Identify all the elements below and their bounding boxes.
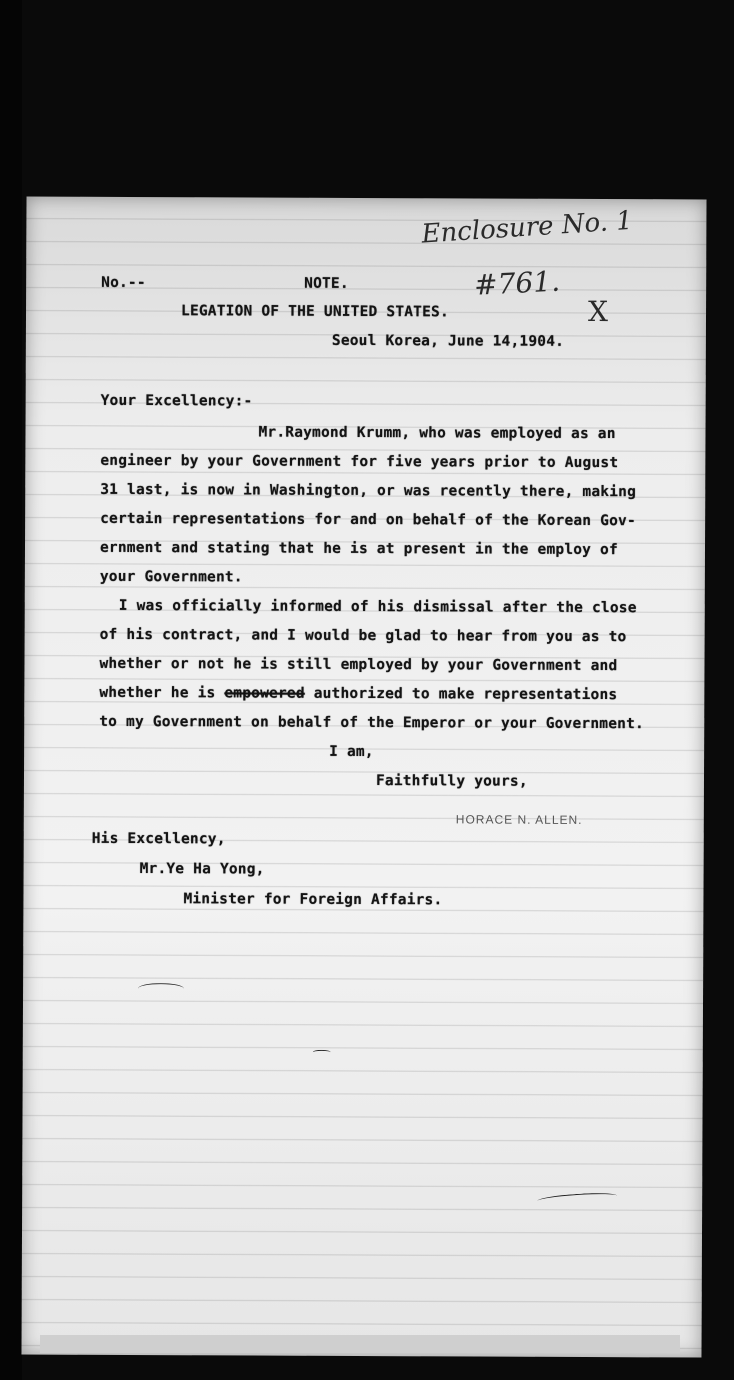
film-edge: [0, 0, 22, 1380]
legation-heading: LEGATION OF THE UNITED STATES.: [180, 303, 449, 321]
paper-edge: [40, 1335, 680, 1353]
closing: Faithfully yours,: [375, 773, 528, 790]
ink-mark: [537, 1191, 617, 1205]
place-date: Seoul Korea, June 14,1904.: [331, 332, 565, 350]
body-line-6: your Government.: [99, 568, 243, 586]
body-line-11: to my Government on behalf of the Emperor or your Government.: [99, 713, 644, 733]
document-page: [21, 197, 706, 1358]
handwritten-mark: X: [587, 294, 609, 329]
body-line-10-start: whether he is: [99, 684, 216, 702]
handwritten-number: #761.: [473, 264, 561, 302]
ink-mark: [138, 983, 184, 994]
no-label: No.--: [101, 274, 146, 292]
addressee-line-2: Mr.Ye Ha Yong,: [139, 861, 265, 878]
closing-i-am: I am,: [329, 743, 374, 761]
body-line-7: I was officially informed of his dismissal after the close: [118, 597, 637, 617]
body-line-10-end: authorized to make representations: [313, 685, 618, 704]
struck-word: empowered: [224, 685, 305, 702]
body-line-2: engineer by your Government for five years prior to August: [100, 452, 619, 472]
body-line-10: [99, 685, 617, 703]
body-line-9: whether or not he is still employed by your Government and: [99, 655, 618, 675]
salutation: Your Excellency:-: [100, 392, 253, 410]
body-line-5: ernment and stating that he is at present in the employ of: [99, 539, 618, 559]
note-label: NOTE.: [304, 275, 349, 292]
signature-stamp: HORACE N. ALLEN.: [455, 812, 583, 827]
addressee-line-1: His Excellency,: [91, 830, 226, 848]
body-line-8: of his contract, and I would be glad to hear from you as to: [99, 626, 627, 646]
body-line-3: 31 last, is now in Washington, or was recently there, making: [100, 481, 637, 501]
body-line-1: Mr.Raymond Krumm, who was employed as an: [258, 424, 616, 443]
ink-mark: [313, 1050, 331, 1055]
handwritten-enclosure: Enclosure No. 1: [420, 205, 634, 250]
addressee-line-3: Minister for Foreign Affairs.: [183, 891, 443, 909]
body-line-4: certain representations for and on behalf of the Korean Gov-: [100, 510, 636, 530]
